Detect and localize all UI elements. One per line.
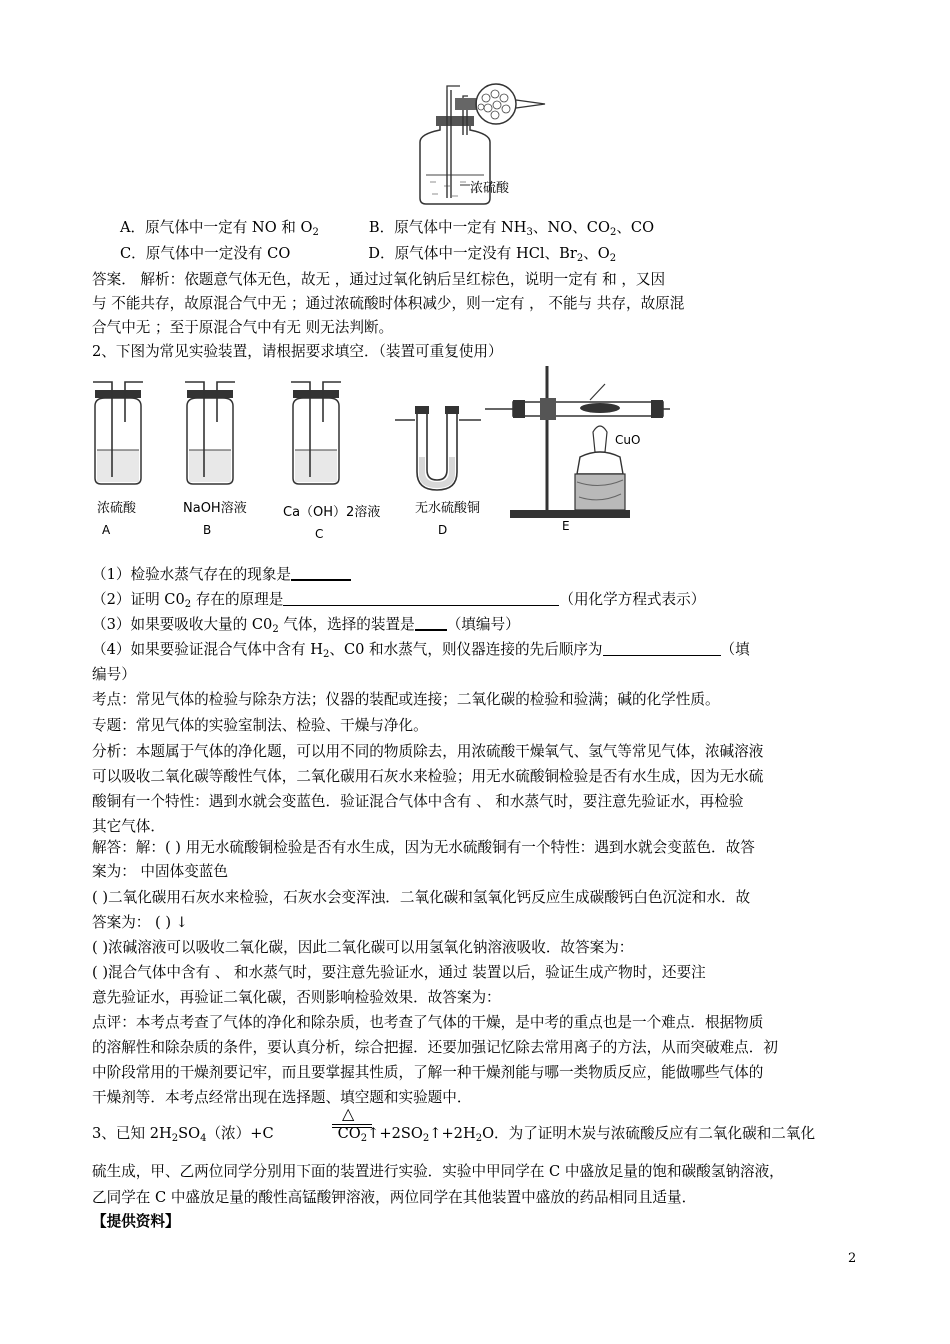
analysis-line: 其它气体．	[92, 818, 165, 835]
fig1-label: 浓硫酸	[470, 181, 510, 196]
bottle-c-icon	[291, 382, 341, 484]
u-tube-icon	[395, 406, 481, 490]
bottle-b-icon	[185, 382, 235, 484]
analysis-line: ( )混合气体中含有 、 和水蒸气时，要注意先验证水，通过 装置以后，验证生成产物时，还要注	[92, 964, 706, 981]
letter-c: C	[315, 527, 324, 541]
analysis-line: 酸铜有一个特性：遇到水就会变蓝色．验证混合气体中含有 、 和水蒸气时，要注意先验证水，再检验	[92, 793, 744, 810]
analysis-line: 案为： 中固体变蓝色	[92, 863, 228, 880]
label-c: Ca（OH）2溶液	[283, 505, 381, 520]
analysis-line: 意先验证水，再验证二氧化碳，否则影响检验效果．故答案为：	[92, 989, 501, 1006]
label-a: 浓硫酸	[97, 501, 137, 516]
letter-e: E	[562, 519, 570, 533]
analysis-line: 点评：本考点考查了气体的净化和除杂质，也考查了气体的干燥，是中考的重点也是一个难点．根据物质	[92, 1014, 764, 1031]
analysis-line: ( )二氧化碳用石灰水来检验，石灰水会变浑浊．二氧化碳和氢氧化钙反应生成碳酸钙白色沉淀和水．故	[92, 889, 751, 906]
analysis-line: 中阶段常用的干燥剂要记牢，而且要掌握其性质，了解一种干燥剂能与哪一类物质反应，能做哪些气体的	[92, 1064, 764, 1081]
lab-apparatus-figure	[85, 362, 675, 542]
q1-answer-line: 答案． 解析：依题意气体无色，故无 ，通过过氧化钠后呈红棕色，说明一定有 和 ，又因	[92, 271, 666, 288]
q1-option-row-1: A．原气体中一定有 NO 和 $O_2$ B．原气体中一定有 $NH_3$、NO、$CO_2$、CO	[120, 219, 655, 238]
analysis-line: 可以吸收二氧化碳等酸性气体，二氧化碳用石灰水来检验；用无水硫酸铜检验是否有水生成，因为无水硫	[92, 768, 764, 785]
q3-line: 硫生成，甲、乙两位同学分别用下面的装置进行实验．实验中甲同学在 C 中盛放足量的饱和碳酸氢钠溶液，	[92, 1163, 784, 1180]
heat-condition: △	[332, 1108, 372, 1126]
q2-title: 2、下图为常见实验装置，请根据要求填空．（装置可重复使用）	[92, 343, 503, 360]
q1-option-row-2: C．原气体中一定没有 CO D．原气体中一定没有 HCl、$Br_2$、$O_2$	[120, 245, 617, 264]
q2-part2: （2）证明 $C0_2$ 存在的原理是 （用化学方程式表示）	[92, 591, 706, 610]
analysis-line: 的溶解性和除杂质的条件，要认真分析，综合把握．还要加强记忆除去常用离子的方法，从而突破难点．初	[92, 1039, 778, 1056]
drying-apparatus-figure	[400, 80, 560, 210]
analysis-line: ( )浓碱溶液可以吸收二氧化碳，因此二氧化碳可以用氢氧化钠溶液吸收．故答案为：	[92, 939, 634, 956]
analysis-line: 干燥剂等．本考点经常出现在选择题、填空题和实验题中．	[92, 1089, 472, 1106]
q3-resource-heading: 【提供资料】	[92, 1213, 180, 1230]
letter-a: A	[102, 523, 111, 537]
bottle-a-icon	[93, 382, 143, 484]
q3-line: 乙同学在 C 中盛放足量的酸性高锰酸钾溶液，两位同学在其他装置中盛放的药品相同且适量．	[92, 1189, 697, 1206]
analysis-line: 答案为： ( ) ↓	[92, 914, 188, 931]
page-number: 2	[848, 1251, 857, 1266]
q3-equation-line: 3、已知 $2H_2SO_4$（浓）+C $CO_2↑+2SO_2↑+2H_2O$．为了证明木炭与浓硫酸反应有二氧化碳和二氧化	[92, 1125, 816, 1144]
analysis-line: 专题：常见气体的实验室制法、检验、干燥与净化。	[92, 717, 428, 734]
label-d: 无水硫酸铜	[415, 501, 481, 516]
q2-part3: （3）如果要吸收大量的 $C0_2$ 气体，选择的装置是 （填编号）	[92, 616, 520, 635]
letter-b: B	[203, 523, 212, 537]
cuo-label: CuO	[615, 433, 641, 447]
q2-part1: （1）检验水蒸气存在的现象是	[92, 565, 870, 585]
analysis-line: 解答：解：( ) 用无水硫酸铜检验是否有水生成，因为无水硫酸铜有一个特性：遇到水就会变蓝色．故答	[92, 839, 755, 856]
letter-d: D	[438, 523, 448, 537]
analysis-line: 考点：常见气体的检验与除杂方法；仪器的装配或连接；二氧化碳的检验和验满；碱的化学性质。	[92, 691, 720, 708]
q1-answer-line: 与 不能共存，故原混合气中无 ；通过浓硫酸时体积减少，则一定有 ， 不能与 共存，故原混	[92, 295, 685, 312]
q2-part4: （4）如果要验证混合气体中含有 $H_2$、C0 和水蒸气，则仪器连接的先后顺序为 （填	[92, 641, 750, 660]
heating-setup-icon	[485, 366, 670, 518]
q1-answer-line: 合气中无 ；至于原混合气中有无 则无法判断。	[92, 319, 394, 336]
label-b: NaOH溶液	[183, 501, 247, 516]
q2-part4-cont: 编号）	[92, 666, 136, 683]
analysis-line: 分析：本题属于气体的净化题，可以用不同的物质除去，用浓硫酸干燥氧气、氢气等常见气体，浓碱溶液	[92, 743, 764, 760]
